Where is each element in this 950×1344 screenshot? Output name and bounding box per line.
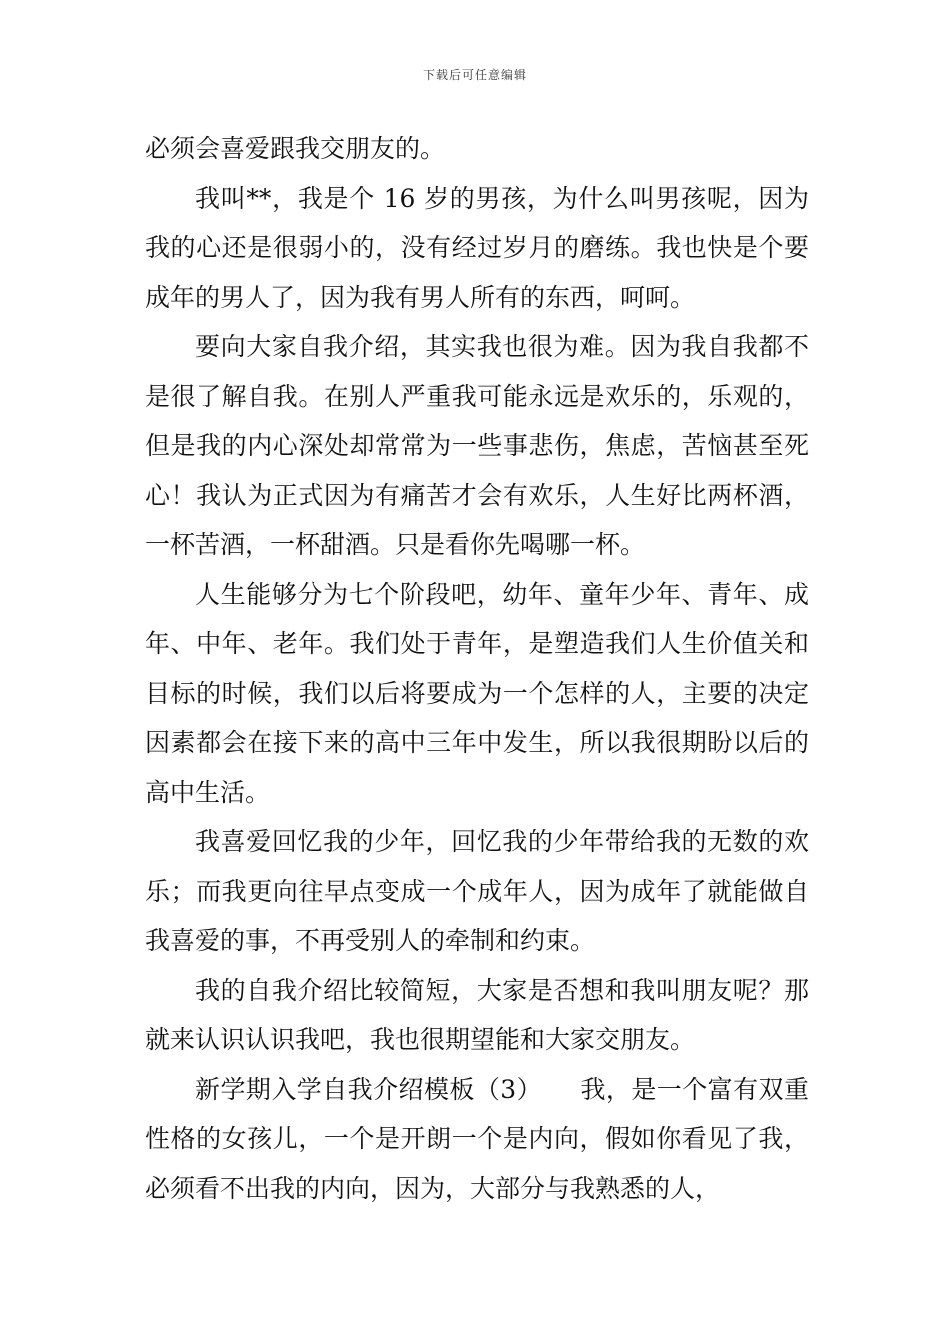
paragraph: 要向大家自我介绍，其实我也很为难。因为我自我都不是很了解自我。在别人严重我可能永远是欢乐的，乐观的，但是我的内心深处却常常为一些事悲伤，焦虑，苦恼甚至死心！我认为正式因为有痛苦才会有欢乐，人生好比两杯酒，一杯苦酒，一杯甜酒。只是看你先喝哪一杯。: [145, 332, 809, 559]
paragraph: 必须会喜爱跟我交朋友的。: [145, 134, 446, 163]
header-note: 下载后可任意编辑: [422, 68, 527, 82]
paragraph: 新学期入学自我介绍模板（3） 我，是一个富有双重性格的女孩儿，一个是开朗一个是内向，假如你看见了我，必须看不出我的内向，因为，大部分与我熟悉的人，: [145, 1074, 809, 1203]
paragraph: 我的自我介绍比较简短，大家是否想和我叫朋友呢？那就来认识认识我吧，我也很期望能和大家交朋友。: [145, 975, 809, 1054]
document-body: [145, 124, 809, 1213]
paragraph: 我喜爱回忆我的少年，回忆我的少年带给我的无数的欢乐；而我更向往早点变成一个成年人，因为成年了就能做自我喜爱的事，不再受别人的牵制和约束。: [145, 827, 809, 955]
paragraph: 人生能够分为七个阶段吧，幼年、童年少年、青年、成年、中年、老年。我们处于青年，是塑造我们人生价值关和目标的时候，我们以后将要成为一个怎样的人，主要的决定因素都会在接下来的高中三年中发生，所以我很期盼以后的高中生活。: [145, 579, 809, 807]
paragraph: 我叫**，我是个 16 岁的男孩，为什么叫男孩呢，因为我的心还是很弱小的，没有经过岁月的磨练。我也快是个要成年的男人了，因为我有男人所有的东西，呵呵。: [145, 183, 809, 312]
